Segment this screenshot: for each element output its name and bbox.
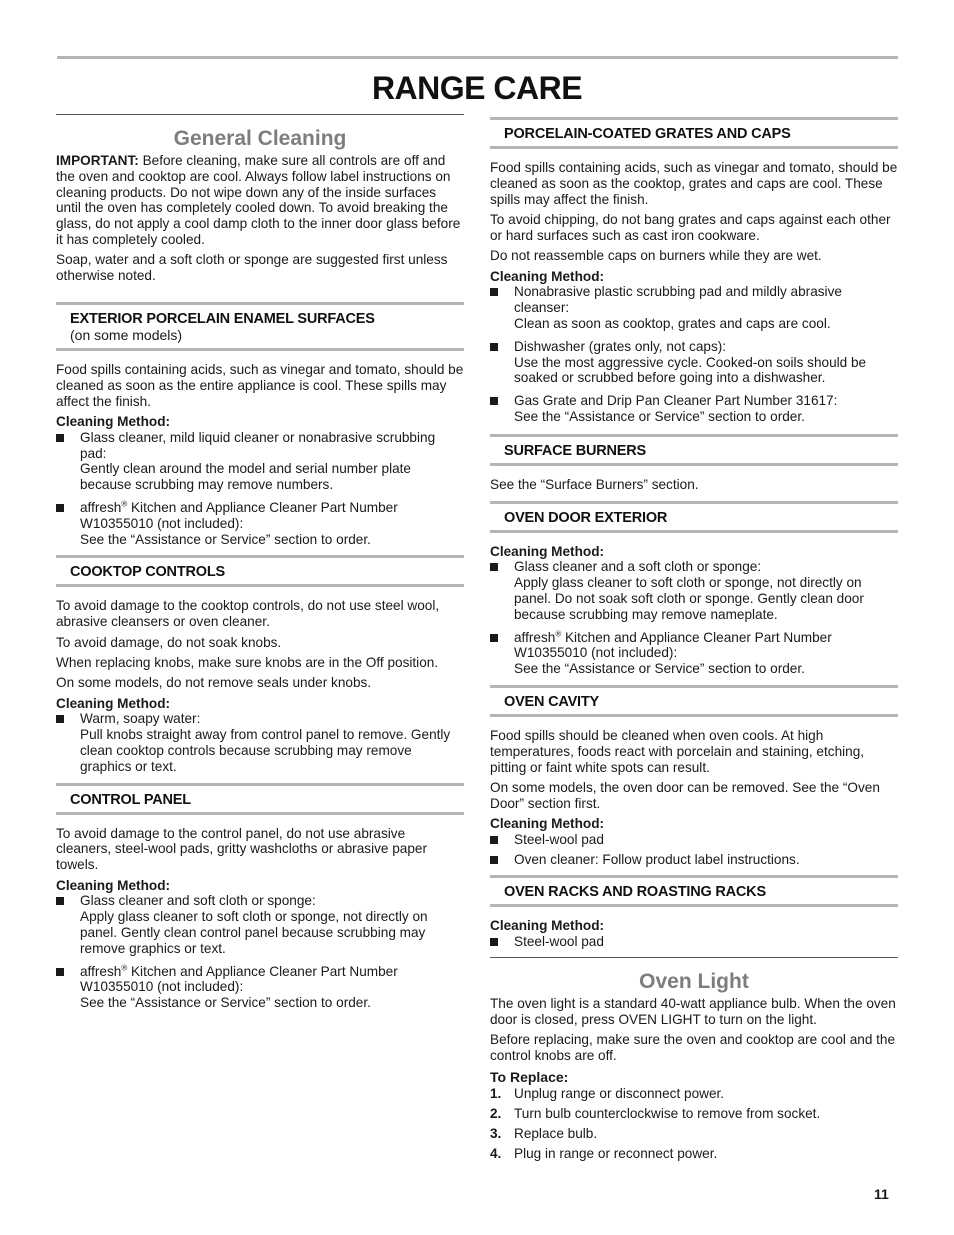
bullet-square-icon <box>56 968 64 976</box>
grates-caps-list <box>490 284 898 424</box>
cooktop-controls-p3: When replacing knobs, make sure knobs are in the Off position. <box>56 654 439 670</box>
cooktop-controls-p2: To avoid damage, do not soak knobs. <box>56 634 282 650</box>
list-item: Glass cleaner and soft cloth or sponge: Apply glass cleaner to soft cloth or sponge, not directly on panel. Gently clean control panel because scrubbing may remove graphics or text. <box>56 893 464 956</box>
bullet-square-icon <box>56 434 64 442</box>
control-panel-heading <box>56 783 464 815</box>
list-item: Warm, soapy water: Pull knobs straight away from control panel to remove. Gently clean cooktop controls because scrubbing may remove graphics or text. <box>56 711 464 774</box>
grates-caps-title: PORCELAIN-COATED GRATES AND CAPS <box>504 126 791 142</box>
list-item: Glass cleaner and a soft cloth or sponge: Apply glass cleaner to soft cloth or sponge, not directly on panel. Do not soak soft cloth or sponge. Gently clean door because scrubbing may remove nameplate. <box>490 559 898 622</box>
exterior-porcelain-heading <box>56 302 464 351</box>
oven-racks-list <box>490 934 898 950</box>
cooktop-controls-p4: On some models, do not remove seals under knobs. <box>56 675 372 691</box>
oven-light-p2: Before replacing, make sure the oven and cooktop are cool and the control knobs are off. <box>490 1032 896 1064</box>
grates-caps-p2: To avoid chipping, do not bang grates and caps against each other or hard surfaces such as cast iron cookware. <box>490 211 891 243</box>
important-paragraph <box>56 153 464 248</box>
bullet-square-icon <box>490 288 498 296</box>
bullet-square-icon <box>490 397 498 405</box>
grates-caps-heading <box>490 117 898 149</box>
list-item: Steel-wool pad <box>490 832 898 848</box>
control-panel-intro: To avoid damage to the control panel, do not use abrasive cleaners, steel-wool pads, gritty washcloths or abrasive paper towels. <box>56 825 427 873</box>
list-item: affresh® Kitchen and Appliance Cleaner Part Number W10355010 (not included): See the “Assistance or Service” section to order. <box>490 630 898 677</box>
oven-cavity-list <box>490 832 898 868</box>
oven-door-exterior-list <box>490 559 898 677</box>
list-item: Dishwasher (grates only, not caps): Use the most aggressive cycle. Cooked-on soils should be soaked or scrubbed before going into a dishwasher. <box>490 339 898 386</box>
oven-cavity-heading <box>490 685 898 717</box>
cleaning-method-label: Cleaning Method: <box>56 877 171 893</box>
list-item: Gas Grate and Drip Pan Cleaner Part Number 31617: See the “Assistance or Service” section to order. <box>490 393 898 425</box>
bullet-square-icon <box>490 634 498 642</box>
surface-burners-title: SURFACE BURNERS <box>504 442 647 459</box>
left-column <box>56 114 464 1018</box>
oven-racks-heading <box>490 875 898 907</box>
list-item: affresh® Kitchen and Appliance Cleaner Part Number W10355010 (not included): See the “Assistance or Service” section to order. <box>56 500 464 547</box>
page-title: RANGE CARE <box>371 70 583 106</box>
cleaning-method-label: Cleaning Method: <box>490 268 605 284</box>
bullet-square-icon <box>490 343 498 351</box>
list-item: affresh® Kitchen and Appliance Cleaner Part Number W10355010 (not included): See the “Assistance or Service” section to order. <box>56 964 464 1011</box>
section-rule <box>56 114 464 115</box>
list-item: 2. Turn bulb counterclockwise to remove from socket. <box>490 1105 821 1121</box>
bullet-square-icon <box>490 563 498 571</box>
cleaning-method-label: Cleaning Method: <box>56 695 171 711</box>
oven-door-exterior-title: OVEN DOOR EXTERIOR <box>504 509 668 526</box>
cooktop-controls-title: COOKTOP CONTROLS <box>70 564 225 581</box>
list-item: Steel-wool pad <box>490 934 898 950</box>
right-column <box>490 117 898 1166</box>
exterior-porcelain-intro: Food spills containing acids, such as vinegar and tomato, should be cleaned as soon as the entire appliance is cool. These spills may affect the finish. <box>56 361 464 409</box>
surface-burners-text: See the “Surface Burners” section. <box>490 476 699 492</box>
list-item: 3. Replace bulb. <box>490 1125 598 1141</box>
replace-steps-list <box>490 1086 898 1162</box>
oven-light-p1: The oven light is a standard 40-watt appliance bulb. When the oven door is closed, press OVEN LIGHT to turn on the light. <box>490 996 896 1027</box>
list-item: Nonabrasive plastic scrubbing pad and mildly abrasive cleanser: Clean as soon as cooktop, grates and caps are cool. <box>490 284 898 331</box>
cleaning-method-label: Cleaning Method: <box>490 543 605 559</box>
bullet-square-icon <box>56 897 64 905</box>
list-item: Oven cleaner: Follow product label instructions. <box>490 852 898 868</box>
oven-cavity-p1: Food spills should be cleaned when oven cools. At high temperatures, foods react with porcelain and staining, etching, pitting or faint white spots can result. <box>490 727 865 775</box>
exterior-porcelain-list <box>56 430 464 548</box>
soap-paragraph: Soap, water and a soft cloth or sponge are suggested first unless otherwise noted. <box>56 252 448 284</box>
important-label: IMPORTANT: <box>56 153 139 168</box>
bullet-square-icon <box>56 504 64 512</box>
surface-burners-heading <box>490 434 898 466</box>
cleaning-method-label: Cleaning Method: <box>490 918 605 934</box>
bullet-square-icon <box>490 938 498 946</box>
bullet-square-icon <box>490 836 498 844</box>
general-cleaning-heading: General Cleaning <box>173 127 347 150</box>
exterior-porcelain-title: EXTERIOR PORCELAIN ENAMEL SURFACES <box>70 310 375 327</box>
to-replace-label: To Replace: <box>490 1068 569 1085</box>
control-panel-title: CONTROL PANEL <box>70 791 191 808</box>
section-rule <box>490 957 898 958</box>
oven-light-heading: Oven Light <box>639 970 749 994</box>
oven-cavity-title: OVEN CAVITY <box>504 693 600 710</box>
list-item: 1. Unplug range or disconnect power. <box>490 1085 725 1101</box>
oven-door-exterior-heading <box>490 501 898 533</box>
cooktop-controls-heading <box>56 555 464 587</box>
page-number: 11 <box>874 1186 889 1202</box>
list-item: Glass cleaner, mild liquid cleaner or nonabrasive scrubbing pad: Gently clean around the model and serial number plate because scrubbing may remove numbers. <box>56 430 464 493</box>
cooktop-controls-list <box>56 711 464 774</box>
control-panel-list <box>56 893 464 1011</box>
list-item: 4. Plug in range or reconnect power. <box>490 1145 718 1161</box>
oven-cavity-p2: On some models, the oven door can be removed. See the “Oven Door” section first. <box>490 779 880 811</box>
cleaning-method-label: Cleaning Method: <box>490 816 605 832</box>
cooktop-controls-p1: To avoid damage to the cooktop controls, do not use steel wool, abrasive cleansers or oven cleaner. <box>56 598 440 630</box>
oven-racks-title: OVEN RACKS AND ROASTING RACKS <box>504 884 766 901</box>
exterior-porcelain-subtitle: (on some models) <box>70 326 183 343</box>
bullet-square-icon <box>56 715 64 723</box>
important-text: Before cleaning, make sure all controls are off and the oven and cooktop are cool. Always follow label instructions on cleaning products. Do not wipe down any of the inside surfaces until the oven has completely cooled down. To avoid breaking the glass, do not apply a cool damp cloth to the inner door glass before it has completely cooled. <box>56 153 461 247</box>
grates-caps-p3: Do not reassemble caps on burners while they are wet. <box>490 248 822 264</box>
cleaning-method-label: Cleaning Method: <box>56 413 171 429</box>
top-rule <box>57 56 898 59</box>
bullet-square-icon <box>490 856 498 864</box>
grates-caps-p1: Food spills containing acids, such as vinegar and tomato, should be cleaned as soon as the cooktop, grates and caps are cool. These spills may affect the finish. <box>490 160 898 207</box>
